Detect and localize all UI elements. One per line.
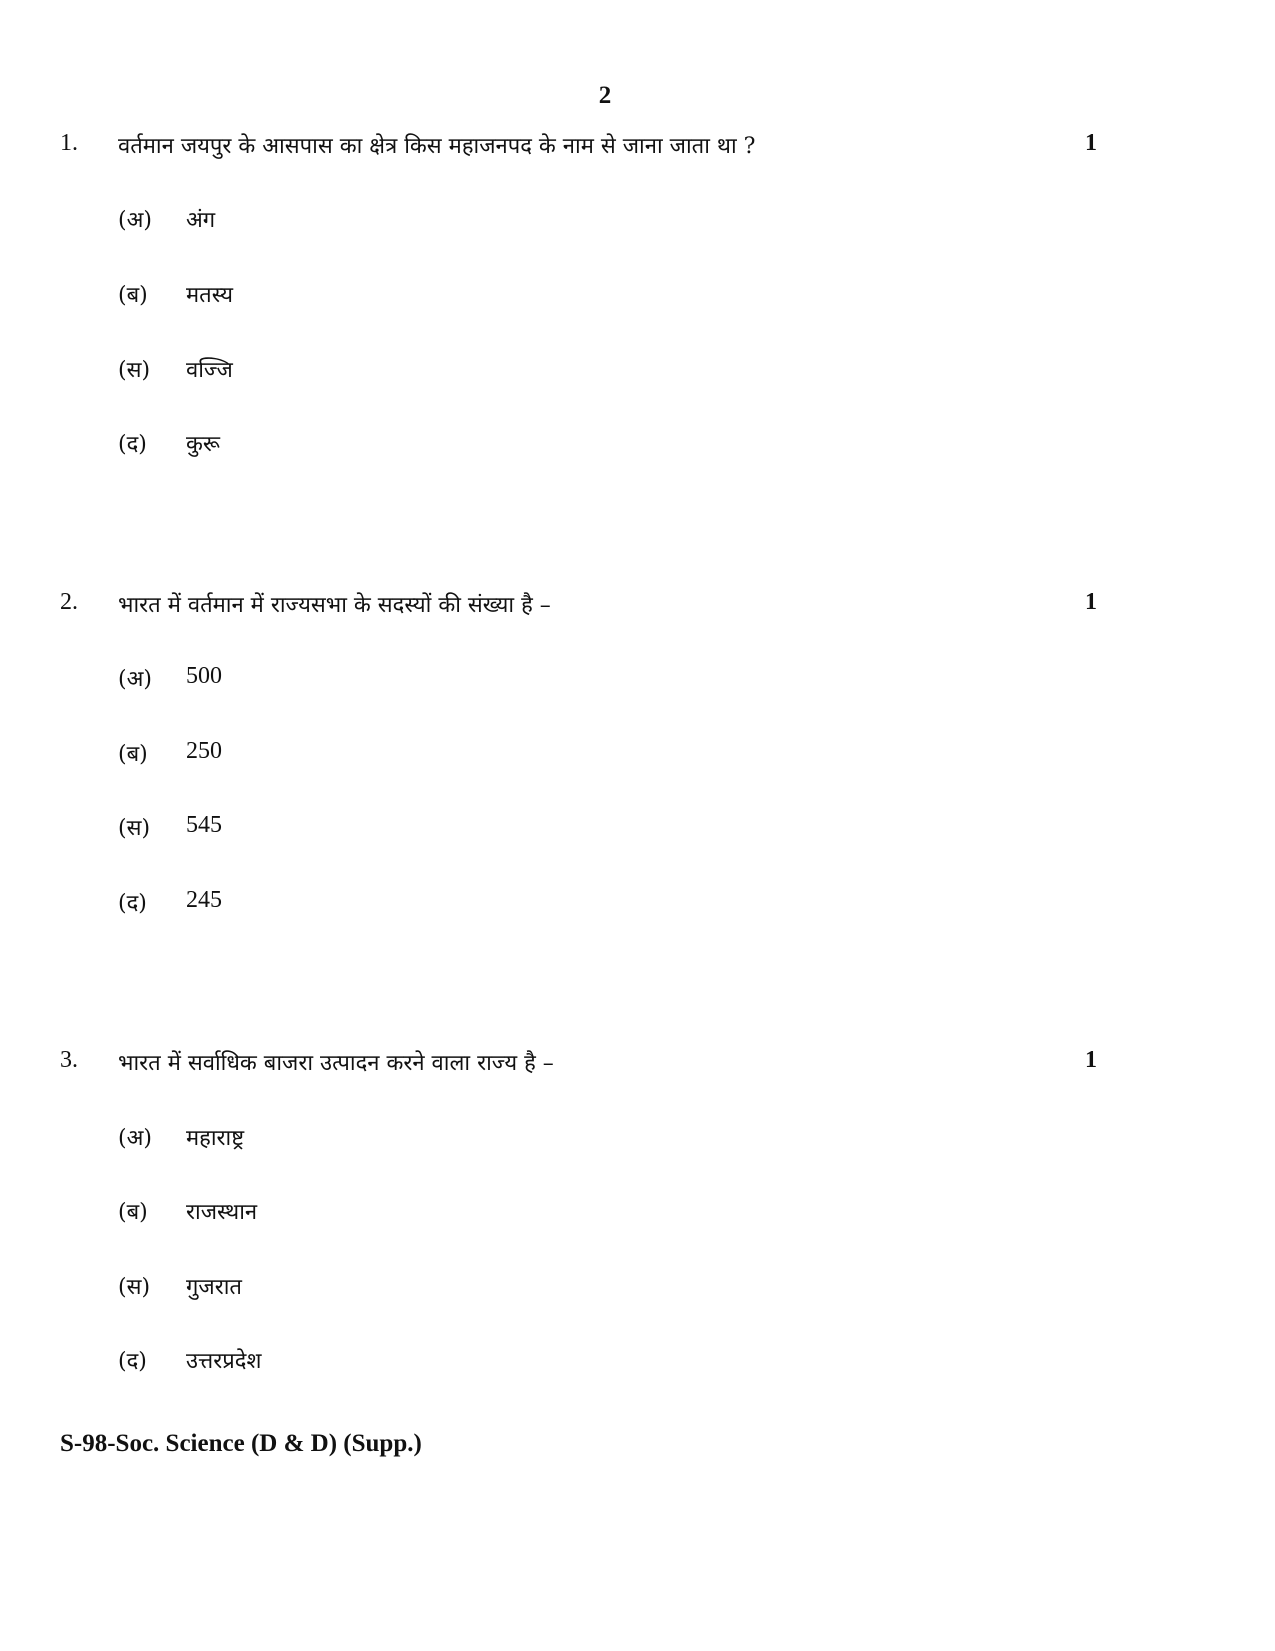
option-text: मतस्य — [186, 283, 234, 308]
option-label: (स) — [118, 816, 151, 841]
option-label: (अ) — [118, 667, 152, 692]
option-label: (द) — [118, 1349, 147, 1374]
paper-code-footer: S-98-Soc. Science (D & D) (Supp.) — [60, 1430, 422, 1457]
option-text: 245 — [186, 887, 222, 913]
question-number: 3. — [60, 1047, 78, 1073]
page-number: 2 — [598, 82, 612, 109]
option-label: (अ) — [118, 208, 152, 233]
option-label: (स) — [118, 358, 151, 383]
option-label: (अ) — [118, 1126, 152, 1151]
question-number: 1. — [60, 130, 78, 156]
option-text: 545 — [186, 812, 222, 838]
option-text: कुरू — [186, 432, 220, 457]
question-marks: 1 — [1085, 130, 1097, 156]
option-text: 500 — [186, 663, 222, 689]
option-text: 250 — [186, 738, 222, 764]
option-label: (स) — [118, 1275, 151, 1300]
question-2 — [60, 589, 1160, 916]
question-marks: 1 — [1085, 1047, 1097, 1073]
option-text: राजस्थान — [186, 1200, 258, 1225]
option-text: अंग — [186, 208, 216, 233]
question-stem — [60, 130, 1160, 166]
question-stem — [60, 1047, 1160, 1083]
option-text: गुजरात — [186, 1275, 242, 1300]
option-label: (द) — [118, 432, 147, 457]
question-number: 2. — [60, 589, 78, 615]
option-label: (ब) — [118, 283, 148, 308]
option-label: (द) — [118, 891, 147, 916]
option-label: (ब) — [118, 1200, 148, 1225]
question-stem — [60, 589, 1160, 625]
question-3 — [60, 1047, 1160, 1374]
question-1 — [60, 130, 1160, 457]
option-text: महाराष्ट्र — [186, 1126, 245, 1151]
option-text: वज्जि — [186, 358, 233, 383]
question-text: भारत में वर्तमान में राज्यसभा के सदस्यों की संख्या है – — [118, 593, 551, 618]
option-label: (ब) — [118, 742, 148, 767]
question-text: वर्तमान जयपुर के आसपास का क्षेत्र किस महाजनपद के नाम से जाना जाता था ? — [118, 134, 756, 159]
question-text: भारत में सर्वाधिक बाजरा उत्पादन करने वाला राज्य है – — [118, 1051, 554, 1076]
question-marks: 1 — [1085, 589, 1097, 615]
option-text: उत्तरप्रदेश — [186, 1349, 262, 1374]
